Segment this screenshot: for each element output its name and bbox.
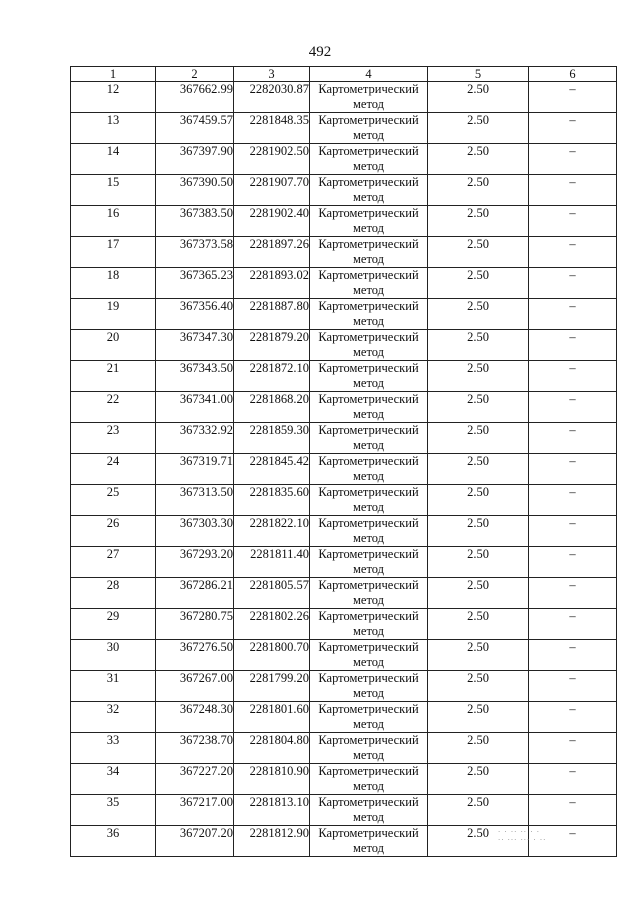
note-cell: – <box>529 268 617 299</box>
table-row <box>71 764 617 795</box>
header-cell-note: 6 <box>529 67 617 82</box>
method-cell <box>310 175 428 206</box>
note-cell: – <box>529 826 617 857</box>
point-number-cell: 32 <box>71 702 156 733</box>
x-coordinate-cell: 367383.50 <box>156 206 234 237</box>
x-coordinate-cell: 367207.20 <box>156 826 234 857</box>
point-number-cell: 21 <box>71 361 156 392</box>
y-coordinate-cell: 2281907.70 <box>234 175 310 206</box>
accuracy-cell: 2.50 <box>428 578 529 609</box>
y-coordinate-cell: 2281810.90 <box>234 764 310 795</box>
note-cell: – <box>529 299 617 330</box>
accuracy-cell: 2.50 <box>428 237 529 268</box>
method-line-2: метод <box>352 686 384 700</box>
accuracy-cell: 2.50 <box>428 485 529 516</box>
y-coordinate-cell: 2281868.20 <box>234 392 310 423</box>
accuracy-cell: 2.50 <box>428 82 529 113</box>
method-line-1: Картометрический <box>318 733 419 747</box>
table-row <box>71 547 617 578</box>
x-coordinate-cell: 367662.99 <box>156 82 234 113</box>
method-line-2: метод <box>352 779 384 793</box>
page-number: 492 <box>308 44 332 60</box>
method-line-2: метод <box>352 97 384 111</box>
table-row <box>71 671 617 702</box>
accuracy-cell: 2.50 <box>428 764 529 795</box>
table-row <box>71 361 617 392</box>
method-line-2: метод <box>352 593 384 607</box>
method-cell <box>310 206 428 237</box>
note-cell: – <box>529 330 617 361</box>
accuracy-cell: 2.50 <box>428 268 529 299</box>
method-line-1: Картометрический <box>318 640 419 654</box>
x-coordinate-cell: 367248.30 <box>156 702 234 733</box>
scan-artifact: · · ·· ·· · · ·· ··· ··· · ·· <box>498 828 547 844</box>
method-cell <box>310 268 428 299</box>
header-row <box>71 67 617 82</box>
method-cell <box>310 609 428 640</box>
note-cell: – <box>529 795 617 826</box>
method-line-1: Картометрический <box>318 237 419 251</box>
y-coordinate-cell: 2281902.40 <box>234 206 310 237</box>
accuracy-cell: 2.50 <box>428 454 529 485</box>
x-coordinate-cell: 367459.57 <box>156 113 234 144</box>
table-row <box>71 609 617 640</box>
method-line-1: Картометрический <box>318 764 419 778</box>
header-cell-y: 3 <box>234 67 310 82</box>
method-line-1: Картометрический <box>318 702 419 716</box>
point-number-cell: 14 <box>71 144 156 175</box>
table-row <box>71 454 617 485</box>
method-cell <box>310 423 428 454</box>
table-row <box>71 268 617 299</box>
point-number-cell: 26 <box>71 516 156 547</box>
note-cell: – <box>529 702 617 733</box>
note-cell: – <box>529 175 617 206</box>
accuracy-cell: 2.50 <box>428 113 529 144</box>
x-coordinate-cell: 367343.50 <box>156 361 234 392</box>
method-cell <box>310 826 428 857</box>
method-line-1: Картометрический <box>318 392 419 406</box>
y-coordinate-cell: 2281902.50 <box>234 144 310 175</box>
y-coordinate-cell: 2281811.40 <box>234 547 310 578</box>
point-number-cell: 22 <box>71 392 156 423</box>
method-line-1: Картометрический <box>318 268 419 282</box>
accuracy-cell: 2.50 <box>428 640 529 671</box>
method-line-2: метод <box>352 562 384 576</box>
point-number-cell: 28 <box>71 578 156 609</box>
y-coordinate-cell: 2281893.02 <box>234 268 310 299</box>
note-cell: – <box>529 547 617 578</box>
table-row <box>71 175 617 206</box>
point-number-cell: 33 <box>71 733 156 764</box>
method-cell <box>310 144 428 175</box>
accuracy-cell: 2.50 <box>428 826 529 857</box>
method-line-2: метод <box>352 128 384 142</box>
method-line-2: метод <box>352 376 384 390</box>
accuracy-cell: 2.50 <box>428 609 529 640</box>
accuracy-cell: 2.50 <box>428 423 529 454</box>
table-row <box>71 423 617 454</box>
method-line-2: метод <box>352 159 384 173</box>
method-cell <box>310 237 428 268</box>
point-number-cell: 13 <box>71 113 156 144</box>
method-line-2: метод <box>352 531 384 545</box>
method-cell <box>310 640 428 671</box>
table-row <box>71 82 617 113</box>
x-coordinate-cell: 367313.50 <box>156 485 234 516</box>
accuracy-cell: 2.50 <box>428 392 529 423</box>
note-cell: – <box>529 113 617 144</box>
y-coordinate-cell: 2281835.60 <box>234 485 310 516</box>
x-coordinate-cell: 367390.50 <box>156 175 234 206</box>
note-cell: – <box>529 671 617 702</box>
x-coordinate-cell: 367276.50 <box>156 640 234 671</box>
table-row <box>71 733 617 764</box>
x-coordinate-cell: 367365.23 <box>156 268 234 299</box>
method-cell <box>310 578 428 609</box>
x-coordinate-cell: 367347.30 <box>156 330 234 361</box>
accuracy-cell: 2.50 <box>428 795 529 826</box>
y-coordinate-cell: 2281812.90 <box>234 826 310 857</box>
y-coordinate-cell: 2281872.10 <box>234 361 310 392</box>
point-number-cell: 36 <box>71 826 156 857</box>
y-coordinate-cell: 2281887.80 <box>234 299 310 330</box>
method-line-1: Картометрический <box>318 299 419 313</box>
method-line-1: Картометрический <box>318 175 419 189</box>
coordinates-table <box>70 66 617 857</box>
point-number-cell: 17 <box>71 237 156 268</box>
point-number-cell: 31 <box>71 671 156 702</box>
method-line-1: Картометрический <box>318 516 419 530</box>
point-number-cell: 24 <box>71 454 156 485</box>
method-line-2: метод <box>352 252 384 266</box>
y-coordinate-cell: 2281800.70 <box>234 640 310 671</box>
x-coordinate-cell: 367332.92 <box>156 423 234 454</box>
method-line-2: метод <box>352 500 384 514</box>
method-cell <box>310 547 428 578</box>
method-line-2: метод <box>352 748 384 762</box>
accuracy-cell: 2.50 <box>428 206 529 237</box>
method-line-2: метод <box>352 438 384 452</box>
note-cell: – <box>529 82 617 113</box>
note-cell: – <box>529 361 617 392</box>
accuracy-cell: 2.50 <box>428 361 529 392</box>
note-cell: – <box>529 640 617 671</box>
y-coordinate-cell: 2281879.20 <box>234 330 310 361</box>
y-coordinate-cell: 2282030.87 <box>234 82 310 113</box>
table-row <box>71 299 617 330</box>
accuracy-cell: 2.50 <box>428 702 529 733</box>
table-row <box>71 330 617 361</box>
method-line-1: Картометрический <box>318 361 419 375</box>
method-line-2: метод <box>352 407 384 421</box>
x-coordinate-cell: 367341.00 <box>156 392 234 423</box>
method-line-2: метод <box>352 314 384 328</box>
method-line-1: Картометрический <box>318 330 419 344</box>
table-row <box>71 206 617 237</box>
method-line-2: метод <box>352 221 384 235</box>
point-number-cell: 12 <box>71 82 156 113</box>
point-number-cell: 20 <box>71 330 156 361</box>
method-cell <box>310 392 428 423</box>
method-cell <box>310 299 428 330</box>
method-line-1: Картометрический <box>318 144 419 158</box>
method-line-1: Картометрический <box>318 82 419 96</box>
point-number-cell: 30 <box>71 640 156 671</box>
y-coordinate-cell: 2281801.60 <box>234 702 310 733</box>
y-coordinate-cell: 2281802.26 <box>234 609 310 640</box>
y-coordinate-cell: 2281848.35 <box>234 113 310 144</box>
x-coordinate-cell: 367397.90 <box>156 144 234 175</box>
method-cell <box>310 361 428 392</box>
method-cell <box>310 764 428 795</box>
note-cell: – <box>529 516 617 547</box>
method-line-2: метод <box>352 624 384 638</box>
method-line-2: метод <box>352 717 384 731</box>
note-cell: – <box>529 485 617 516</box>
method-cell <box>310 454 428 485</box>
method-cell <box>310 733 428 764</box>
method-cell <box>310 671 428 702</box>
accuracy-cell: 2.50 <box>428 733 529 764</box>
x-coordinate-cell: 367217.00 <box>156 795 234 826</box>
note-cell: – <box>529 392 617 423</box>
point-number-cell: 27 <box>71 547 156 578</box>
x-coordinate-cell: 367286.21 <box>156 578 234 609</box>
method-line-2: метод <box>352 283 384 297</box>
x-coordinate-cell: 367227.20 <box>156 764 234 795</box>
x-coordinate-cell: 367280.75 <box>156 609 234 640</box>
point-number-cell: 29 <box>71 609 156 640</box>
accuracy-cell: 2.50 <box>428 547 529 578</box>
method-cell <box>310 82 428 113</box>
table-row <box>71 144 617 175</box>
table-row <box>71 237 617 268</box>
accuracy-cell: 2.50 <box>428 516 529 547</box>
x-coordinate-cell: 367238.70 <box>156 733 234 764</box>
method-cell <box>310 516 428 547</box>
method-line-2: метод <box>352 841 384 855</box>
method-cell <box>310 795 428 826</box>
note-cell: – <box>529 764 617 795</box>
accuracy-cell: 2.50 <box>428 175 529 206</box>
method-line-1: Картометрический <box>318 795 419 809</box>
accuracy-cell: 2.50 <box>428 144 529 175</box>
method-line-1: Картометрический <box>318 206 419 220</box>
point-number-cell: 35 <box>71 795 156 826</box>
note-cell: – <box>529 578 617 609</box>
note-cell: – <box>529 609 617 640</box>
header-cell-accuracy: 5 <box>428 67 529 82</box>
point-number-cell: 23 <box>71 423 156 454</box>
note-cell: – <box>529 206 617 237</box>
accuracy-cell: 2.50 <box>428 671 529 702</box>
point-number-cell: 34 <box>71 764 156 795</box>
header-cell-point: 1 <box>71 67 156 82</box>
note-cell: – <box>529 733 617 764</box>
y-coordinate-cell: 2281805.57 <box>234 578 310 609</box>
method-line-1: Картометрический <box>318 423 419 437</box>
method-line-1: Картометрический <box>318 671 419 685</box>
x-coordinate-cell: 367293.20 <box>156 547 234 578</box>
method-line-1: Картометрический <box>318 547 419 561</box>
y-coordinate-cell: 2281813.10 <box>234 795 310 826</box>
method-line-1: Картометрический <box>318 609 419 623</box>
method-cell <box>310 113 428 144</box>
x-coordinate-cell: 367356.40 <box>156 299 234 330</box>
table-row <box>71 795 617 826</box>
point-number-cell: 19 <box>71 299 156 330</box>
accuracy-cell: 2.50 <box>428 330 529 361</box>
table-row <box>71 516 617 547</box>
method-cell <box>310 330 428 361</box>
x-coordinate-cell: 367303.30 <box>156 516 234 547</box>
y-coordinate-cell: 2281897.26 <box>234 237 310 268</box>
table-row <box>71 640 617 671</box>
note-cell: – <box>529 144 617 175</box>
x-coordinate-cell: 367267.00 <box>156 671 234 702</box>
y-coordinate-cell: 2281822.10 <box>234 516 310 547</box>
table-row <box>71 485 617 516</box>
method-line-2: метод <box>352 810 384 824</box>
method-line-1: Картометрический <box>318 485 419 499</box>
method-line-2: метод <box>352 190 384 204</box>
note-cell: – <box>529 454 617 485</box>
y-coordinate-cell: 2281804.80 <box>234 733 310 764</box>
table-row <box>71 578 617 609</box>
method-line-1: Картометрический <box>318 113 419 127</box>
y-coordinate-cell: 2281845.42 <box>234 454 310 485</box>
header-cell-x: 2 <box>156 67 234 82</box>
method-line-1: Картометрический <box>318 826 419 840</box>
table-row <box>71 113 617 144</box>
method-line-2: метод <box>352 345 384 359</box>
table-body <box>71 82 617 857</box>
method-cell <box>310 485 428 516</box>
method-line-1: Картометрический <box>318 454 419 468</box>
table-row <box>71 702 617 733</box>
point-number-cell: 15 <box>71 175 156 206</box>
x-coordinate-cell: 367319.71 <box>156 454 234 485</box>
y-coordinate-cell: 2281859.30 <box>234 423 310 454</box>
method-line-1: Картометрический <box>318 578 419 592</box>
table-row <box>71 392 617 423</box>
point-number-cell: 16 <box>71 206 156 237</box>
accuracy-cell: 2.50 <box>428 299 529 330</box>
point-number-cell: 25 <box>71 485 156 516</box>
method-line-2: метод <box>352 469 384 483</box>
point-number-cell: 18 <box>71 268 156 299</box>
method-cell <box>310 702 428 733</box>
method-line-2: метод <box>352 655 384 669</box>
header-cell-method: 4 <box>310 67 428 82</box>
x-coordinate-cell: 367373.58 <box>156 237 234 268</box>
y-coordinate-cell: 2281799.20 <box>234 671 310 702</box>
note-cell: – <box>529 423 617 454</box>
note-cell: – <box>529 237 617 268</box>
